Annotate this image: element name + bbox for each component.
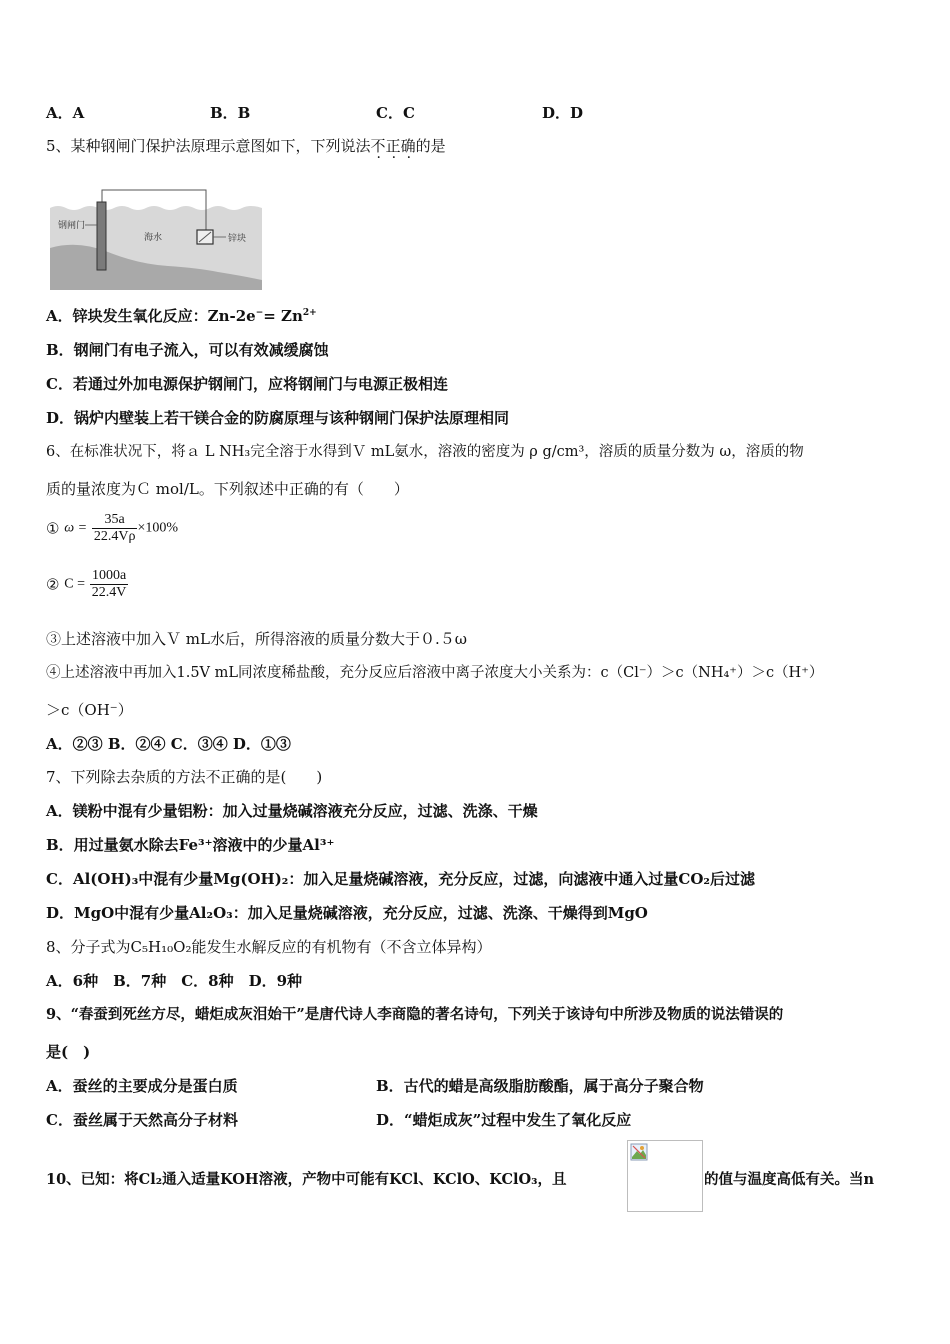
formula-1 [46,512,178,545]
q5-a-tail: = Zn [263,307,303,325]
q5-stem-post: 的是 [415,137,446,155]
q8-options: A．6种 B．7种 C．8种 D．9种 [46,972,303,990]
q5-emphasis-3: 确 [400,137,416,155]
formula-1-denominator: 22.4Vρ [93,529,136,544]
q5-emphasis-1: 不 [370,137,386,155]
label-zinc: 锌块 [228,234,247,244]
option-a: A．A [46,104,85,122]
question-6-line1: 6、在标准状况下，将ａ L NH₃完全溶于水得到Ｖ mL氨水，溶液的密度为 ρ g/cm³，溶质的质量分数为 ω，溶质的物 [46,444,804,460]
question-5-stem [46,136,446,156]
broken-image-placeholder [627,1140,703,1212]
q5-option-b: B．钢闸门有电子流入，可以有效减缓腐蚀 [46,341,329,359]
q9-option-c: C．蚕丝属于天然高分子材料 [46,1111,238,1129]
statement-3: ③上述溶液中加入Ｖ mL水后，所得溶液的质量分数大于０.５ω [46,630,467,648]
formula-2-lhs: C = [64,576,85,592]
q5-option-c: C．若通过外加电源保护钢闸门，应将钢闸门与电源正极相连 [46,375,448,393]
question-9-line1: 9、“春蚕到死丝方尽，蜡炬成灰泪始干”是唐代诗人李商隐的著名诗句，下列关于该诗句中所涉及物质的说法错误的 [46,1006,784,1023]
q9-option-d: D．“蜡炬成灰”过程中发生了氧化反应 [376,1111,632,1129]
formula-2-numerator: 1000a [90,568,129,585]
option-d: D．D [542,104,584,122]
q5-emphasis-2: 正 [385,137,401,155]
q7-option-d: D．MgO中混有少量Al₂O₃：加入足量烧碱溶液，充分反应，过滤、洗涤、干燥得到MgO [46,904,648,922]
formula-1-fraction [92,512,138,545]
q5-stem-pre: 5、某种钢闸门保护法原理示意图如下，下列说法 [46,137,371,155]
q5-a-text: A．锌块发生氧化反应：Zn-2e [46,307,256,325]
formula-1-tail: ×100% [137,520,179,536]
statement-4-cont: ＞c（OH⁻） [46,701,133,719]
option-c: C．C [376,104,415,122]
question-9-line2: 是( ) [46,1043,91,1061]
q5-option-d: D．锅炉内壁装上若干镁合金的防腐原理与该种钢闸门保护法原理相同 [46,409,510,427]
question-10-post: 的值与温度高低有关。当n [704,1171,875,1188]
q9-option-b: B．古代的蜡是高级脂肪酸酯，属于高分子聚合物 [376,1077,704,1095]
q5-a-sup: 2+ [302,308,317,318]
formula-2 [46,568,128,601]
q6-options: A．②③ B．②④ C．③④ D．①③ [46,735,291,753]
q5-option-a: A．锌块发生氧化反应：$Zn-2e^-= Zn^{2+}$ [46,307,317,325]
statement-4: ④上述溶液中再加入1.5V mL同浓度稀盐酸，充分反应后溶液中离子浓度大小关系为：c（Cl⁻）＞c（NH₄⁺）＞c（H⁺） [46,665,824,681]
question-6-line2: 质的量浓度为Ｃ mol/L。下列叙述中正确的有（ ） [46,480,409,498]
question-8-stem: 8、分子式为C₅H₁₀O₂能发生水解反应的有机物有（不含立体异构） [46,938,492,956]
formula-1-numerator: 35a [92,512,138,529]
formula-1-lhs: ω = [64,520,88,536]
formula-2-fraction [90,568,129,601]
question-10-pre: 10、已知：将Cl₂通入适量KOH溶液，产物中可能有KCl、KClO、KClO₃，且 [46,1171,567,1188]
q7-option-b: B．用过量氨水除去Fe³⁺溶液中的少量Al³⁺ [46,836,335,854]
option-b: B．B [210,104,251,122]
formula-1-label: ① [46,519,60,538]
q9-option-a: A．蚕丝的主要成分是蛋白质 [46,1077,238,1095]
formula-2-denominator: 22.4V [91,585,127,600]
q7-option-c: C．Al(OH)₃中混有少量Mg(OH)₂：加入足量烧碱溶液，充分反应，过滤，向滤液中通入过量CO₂后过滤 [46,870,755,888]
label-gate: 钢闸门 [58,221,86,231]
question-7-stem: 7、下列除去杂质的方法不正确的是( ) [46,768,323,786]
label-seawater: 海水 [144,233,163,243]
formula-2-label: ② [46,575,60,594]
q7-option-a: A．镁粉中混有少量铝粉：加入过量烧碱溶液充分反应，过滤、洗涤、干燥 [46,802,538,820]
broken-image-icon [630,1143,648,1161]
steel-gate-diagram [48,186,264,292]
